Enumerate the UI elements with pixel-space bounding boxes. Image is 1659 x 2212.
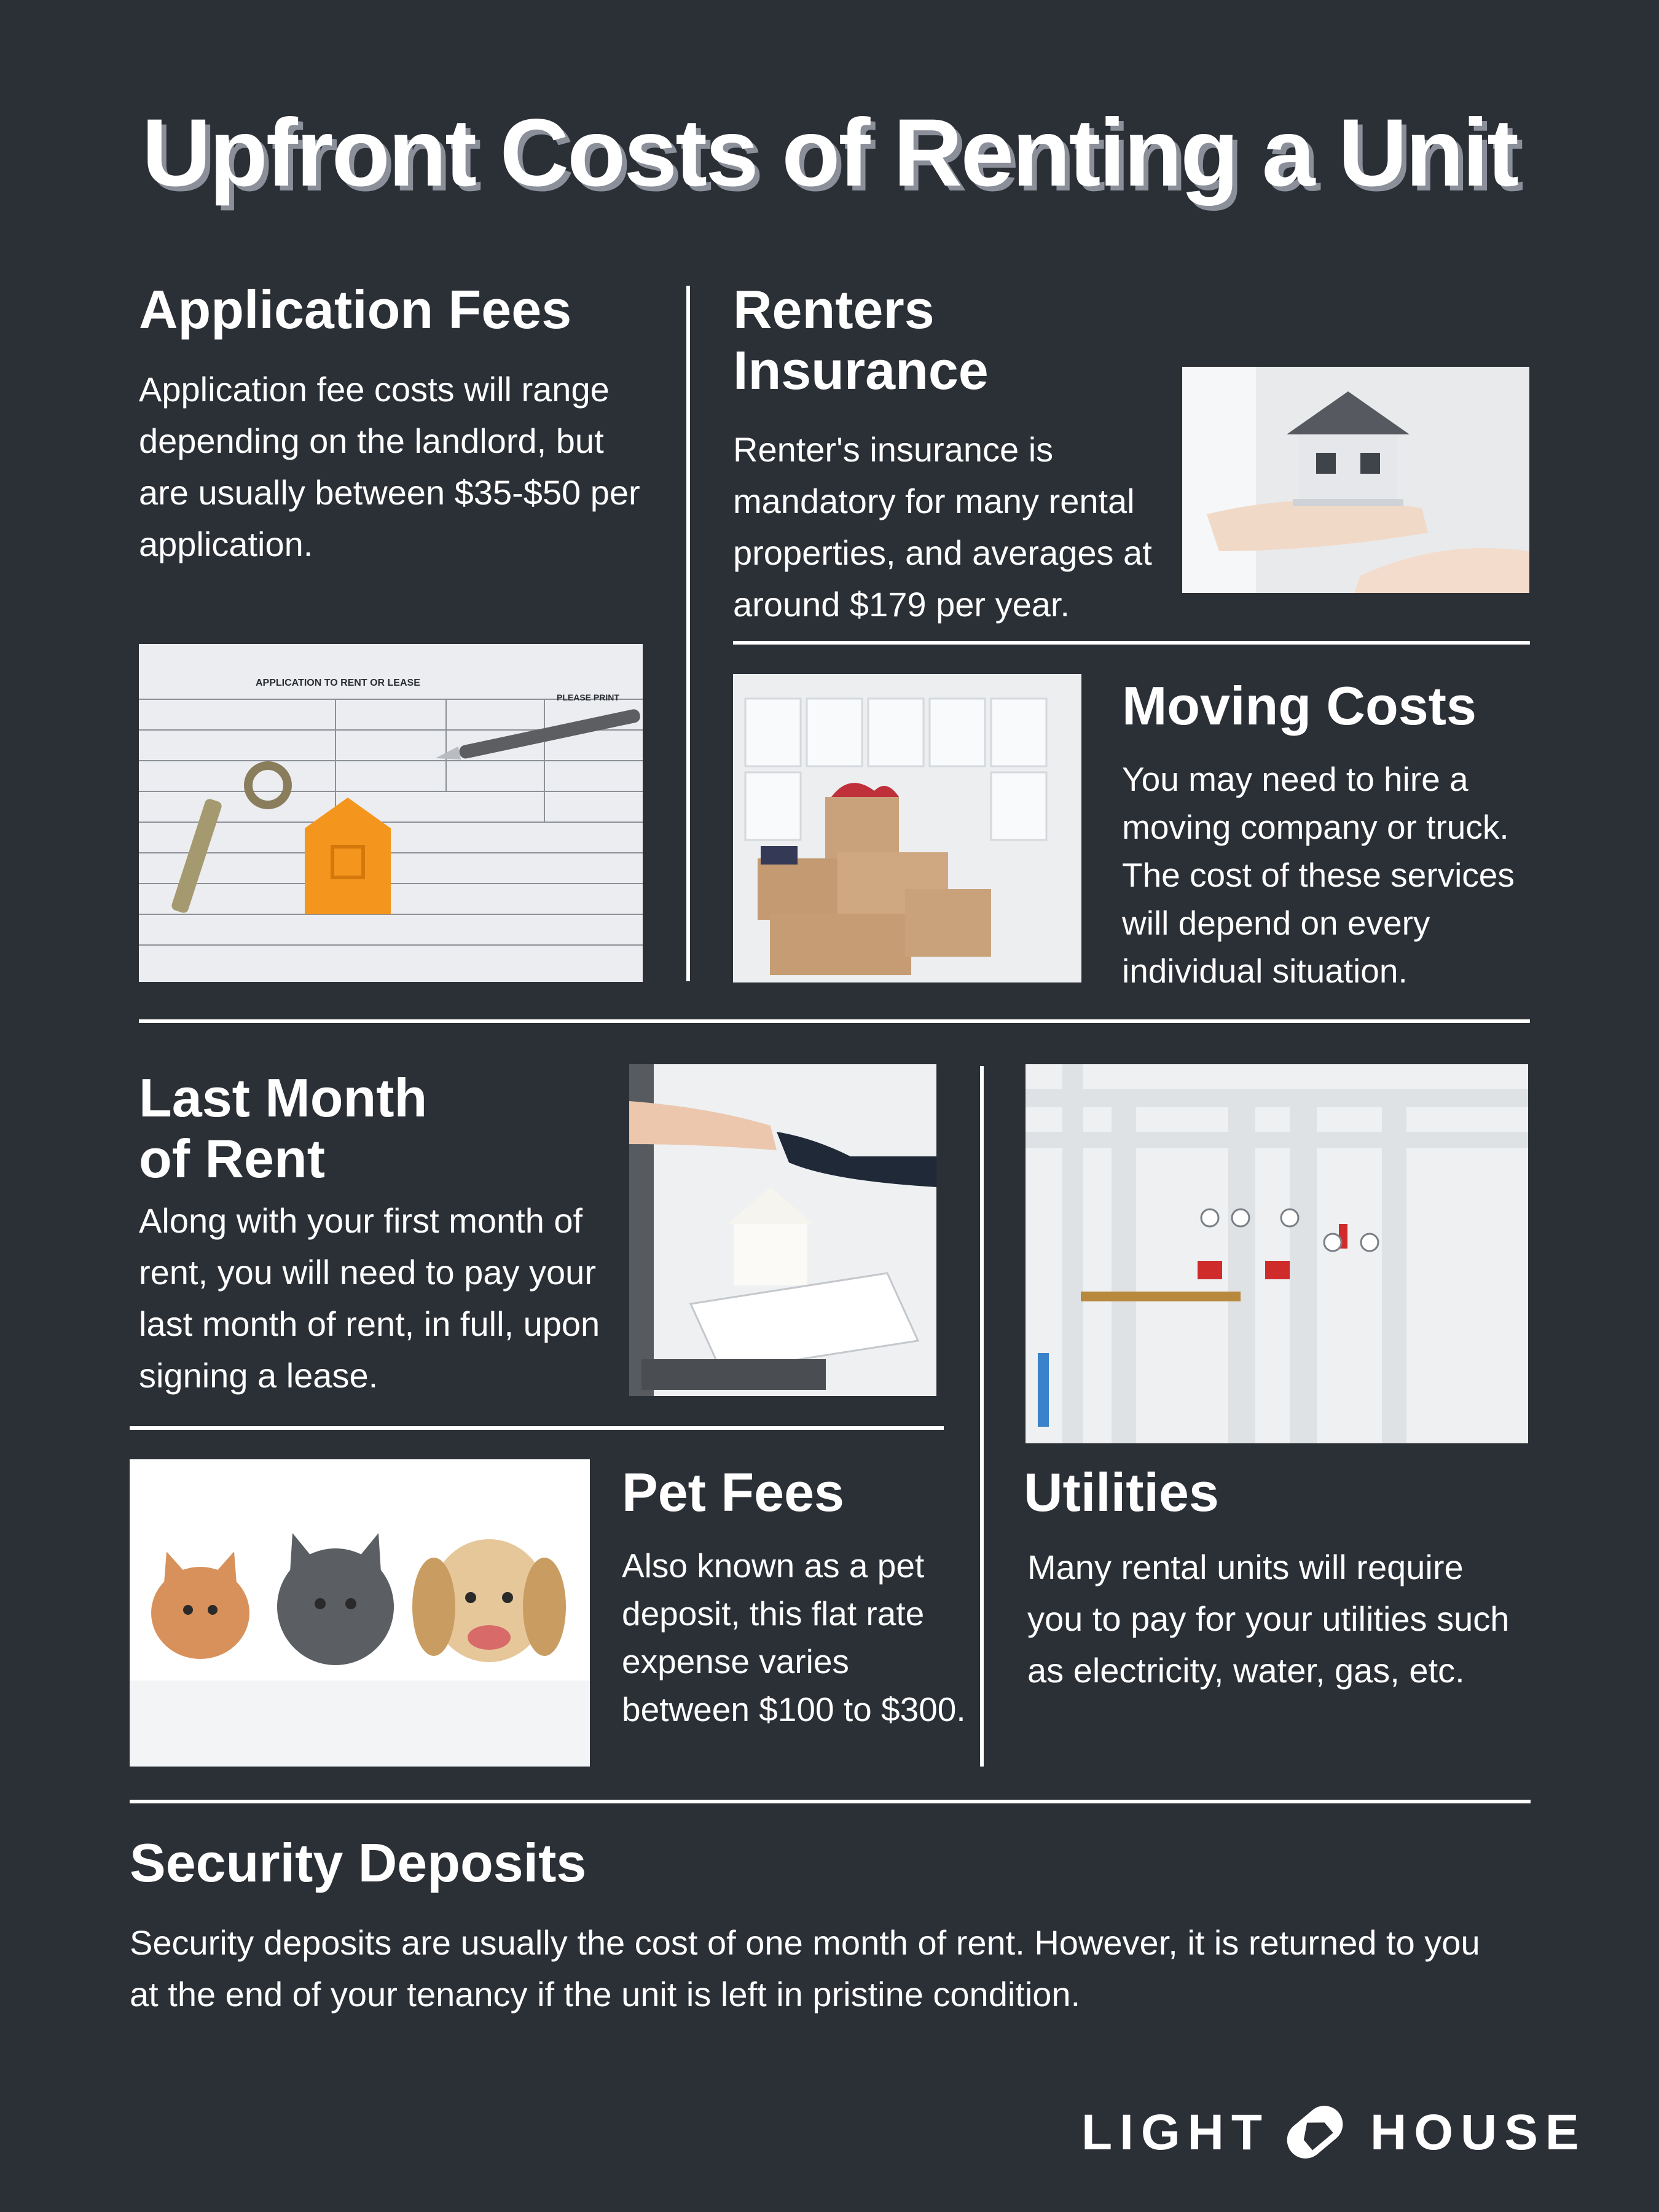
form-title-text: APPLICATION TO RENT OR LEASE [256,678,420,688]
moving-costs-heading: Moving Costs [1122,675,1477,736]
divider-top-vertical [686,286,690,981]
moving-boxes-photo [733,674,1081,982]
security-deposits-section [130,1833,1512,2020]
divider-insurance-moving [733,641,1530,645]
pet-fees-heading: Pet Fees [622,1462,844,1523]
security-deposits-text: Security deposits are usually the cost of one month of rent. However, it is returned to you at the end of your tenancy if the unit is left in pristine condition. [130,1923,1480,2014]
utility-pipes-photo [1026,1064,1528,1443]
logo-text-light: LIGHT [1081,2104,1269,2160]
last-month-rent-section [139,1068,606,1402]
application-fees-text: Application fee costs will range depending on the landlord, but are usually between $35-$50 per application. [139,369,640,563]
pets-photo [130,1459,590,1767]
divider-lower-vertical [980,1066,984,1767]
divider-middle-full [139,1019,1530,1023]
handshake-contract-photo [629,1064,936,1396]
divider-lastmonth-pets [130,1426,944,1430]
application-fees-section [139,280,643,570]
last-month-heading-line2: of Rent [139,1128,326,1189]
house-in-hands-photo [1182,367,1529,593]
utilities-text: Many rental units will require you to pay for your utilities such as electricity, water, gas, etc. [1027,1547,1510,1690]
pet-fees-section [622,1462,966,1733]
form-print-text: PLEASE PRINT [557,692,619,702]
application-fees-heading: Application Fees [139,279,572,340]
logo-text-house: HOUSE [1370,2104,1586,2160]
utilities-heading: Utilities [1024,1462,1219,1523]
renters-insurance-text: Renter's insurance is mandatory for many rental properties, and averages at around $179 per year. [733,430,1152,624]
divider-bottom-full [130,1800,1531,1803]
security-deposits-heading: Security Deposits [130,1832,587,1893]
last-month-text: Along with your first month of rent, you will need to pay your last month of rent, in full, upon signing a lease. [139,1201,600,1395]
page-title: Upfront Costs of Renting a Unit [141,100,1518,206]
lighthouse-logo [1081,2095,1585,2169]
renters-insurance-heading: Renters Insurance [733,279,989,401]
moving-costs-section [1122,676,1546,995]
utilities-section [1024,1462,1528,1696]
last-month-heading-line1: Last Month [139,1067,428,1128]
pet-fees-text: Also known as a pet deposit, this flat rate expense varies between $100 to $300. [622,1546,966,1728]
house-pill-icon [1272,2095,1358,2169]
application-form-photo [139,644,643,982]
moving-costs-text: You may need to hire a moving company or truck. The cost of these services will depend on every individual situation. [1122,759,1515,990]
renters-insurance-section [733,280,1200,630]
